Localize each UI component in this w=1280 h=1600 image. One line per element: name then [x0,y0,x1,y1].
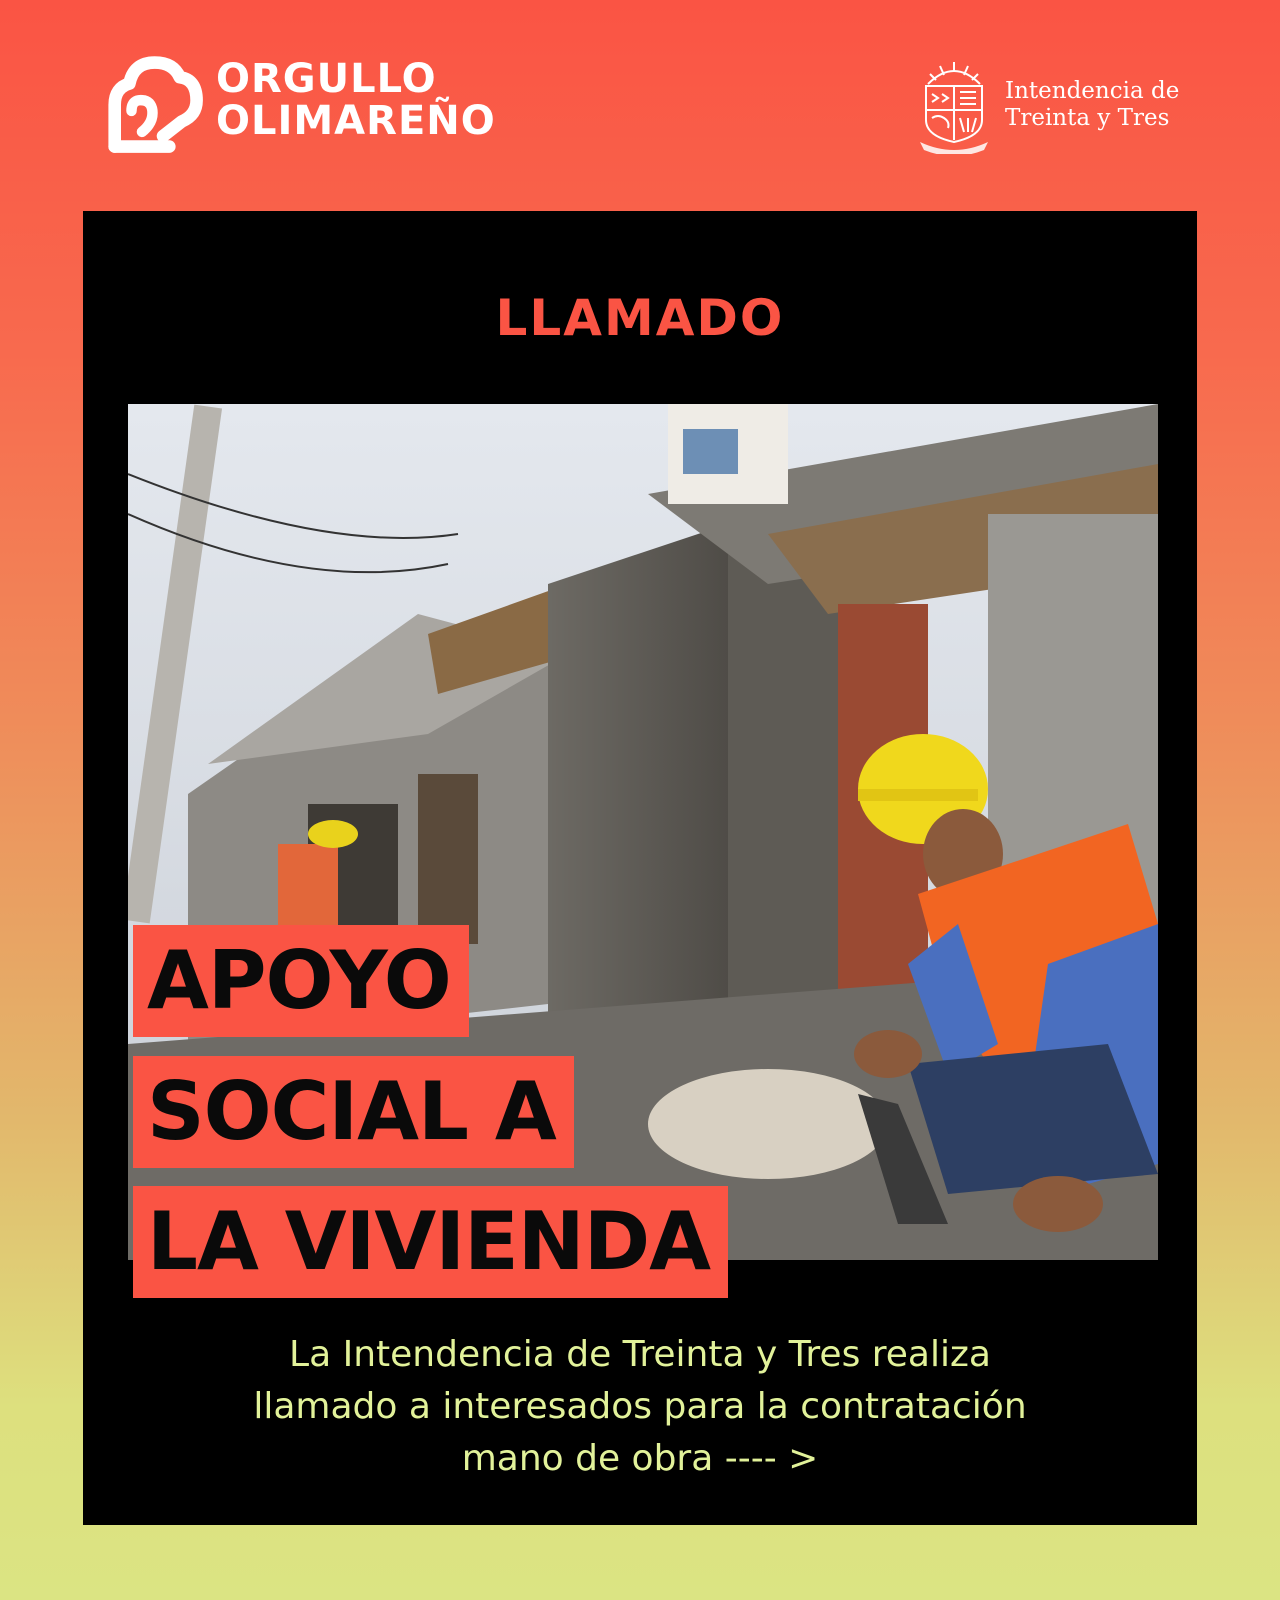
headline-line-1: APOYO [133,925,469,1037]
government-name [1005,78,1179,132]
headline-line-2: SOCIAL A [133,1056,574,1168]
kicker-label: LLAMADO [495,289,785,347]
description-line-2: llamado a interesados para la contratación [253,1386,1027,1427]
description-line-1: La Intendencia de Treinta y Tres realiza [289,1334,991,1375]
description-text [83,1329,1197,1485]
header [0,0,1280,200]
government-line-2: Treinta y Tres [1005,105,1170,131]
government-line-1: Intendencia de [1005,78,1180,104]
brand-name [216,58,496,142]
municipal-seal-icon [918,58,990,154]
brand-line-1: ORGULLO [216,56,437,102]
description-line-3: mano de obra ---- > [461,1438,819,1479]
brand-line-2: OLIMAREÑO [216,98,496,144]
headline-line-3: LA VIVIENDA [133,1186,728,1298]
cloud-heart-logo-icon [100,50,205,155]
announcement-card [83,211,1197,1525]
